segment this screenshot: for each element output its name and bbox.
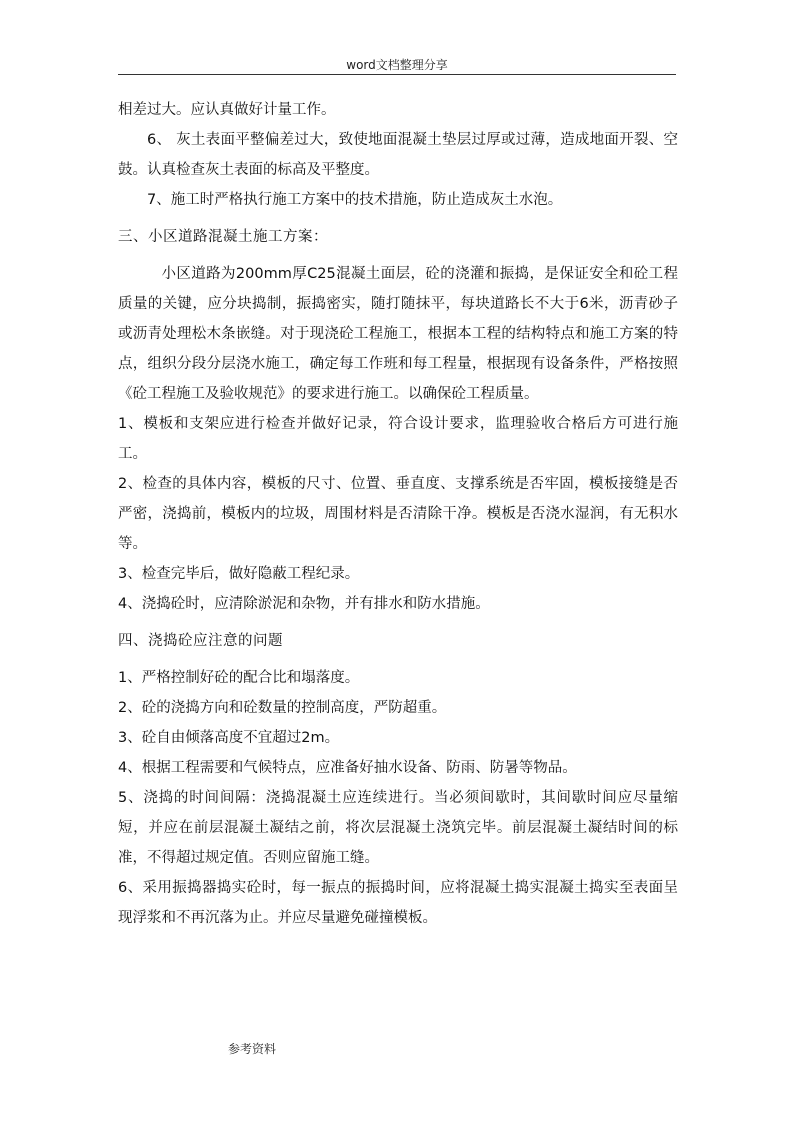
list-item-4: 4、根据工程需要和气候特点，应准备好抽水设备、防雨、防暑等物品。 (118, 760, 577, 776)
page-header: word文档整理分享 (346, 58, 448, 72)
list-item-3: 3、砼自由倾落高度不宜超过2m。 (118, 730, 340, 746)
document-body (118, 95, 678, 933)
header-divider (118, 74, 676, 75)
list-item-1: 1、模板和支架应进行检查并做好记录，符合设计要求，监理验收合格后方可进行施工。 (118, 416, 678, 462)
list-item-1: 1、严格控制好砼的配合比和塌落度。 (118, 670, 360, 686)
paragraph-continuation: 相差过大。应认真做好计量工作。 (118, 102, 336, 118)
paragraph-road-plan: 小区道路为200mm厚C25混凝土面层，砼的浇灌和振捣，是保证安全和砼工程质量的关键，应分块捣制，振捣密实，随打随抹平，每块道路长不大于6米，沥青砂子或沥青处理松木条嵌缝。对于现浇砼工程施工，根据本工程的结构特点和施工方案的特点，组织分段分层浇水施工，确定每工作班和每工程量，根据现有设备条件，严格按照《砼工程施工及验收规范》的要求进行施工。以确保砼工程质量。 (118, 266, 678, 402)
list-item-6: 6、 灰土表面平整偏差过大，致使地面混凝土垫层过厚或过薄，造成地面开裂、空鼓。认真检查灰土表面的标高及平整度。 (118, 132, 678, 178)
list-item-3: 3、检查完毕后，做好隐蔽工程纪录。 (118, 566, 360, 582)
section-heading-4: 四、浇捣砼应注意的问题 (118, 633, 283, 649)
section-heading-3: 三、小区道路混凝土施工方案： (118, 229, 328, 245)
list-item-2: 2、检查的具体内容，模板的尺寸、位置、垂直度、支撑系统是否牢固，模板接缝是否严密，浇捣前，模板内的垃圾，周围材料是否清除干净。模板是否浇水湿润，有无积水等。 (118, 476, 678, 552)
list-item-5: 5、浇捣的时间间隔：浇捣混凝土应连续进行。当必须间歇时，其间歇时间应尽量缩短，并应在前层混凝土凝结之前，将次层混凝土浇筑完毕。前层混凝土凝结时间的标准，不得超过规定值。否则应留施工缝。 (118, 790, 678, 866)
list-item-2: 2、砼的浇捣方向和砼数量的控制高度，严防超重。 (118, 700, 447, 716)
list-item-6: 6、采用振捣器捣实砼时，每一振点的振捣时间，应将混凝土捣实混凝土捣实至表面呈现浮浆和不再沉落为止。并应尽量避免碰撞模板。 (118, 880, 678, 926)
page-footer: 参考资料 (228, 1042, 277, 1056)
list-item-7: 7、施工时严格执行施工方案中的技术措施，防止造成灰土水泡。 (147, 192, 563, 208)
list-item-4: 4、浇捣砼时，应清除淤泥和杂物，并有排水和防水措施。 (118, 596, 490, 612)
